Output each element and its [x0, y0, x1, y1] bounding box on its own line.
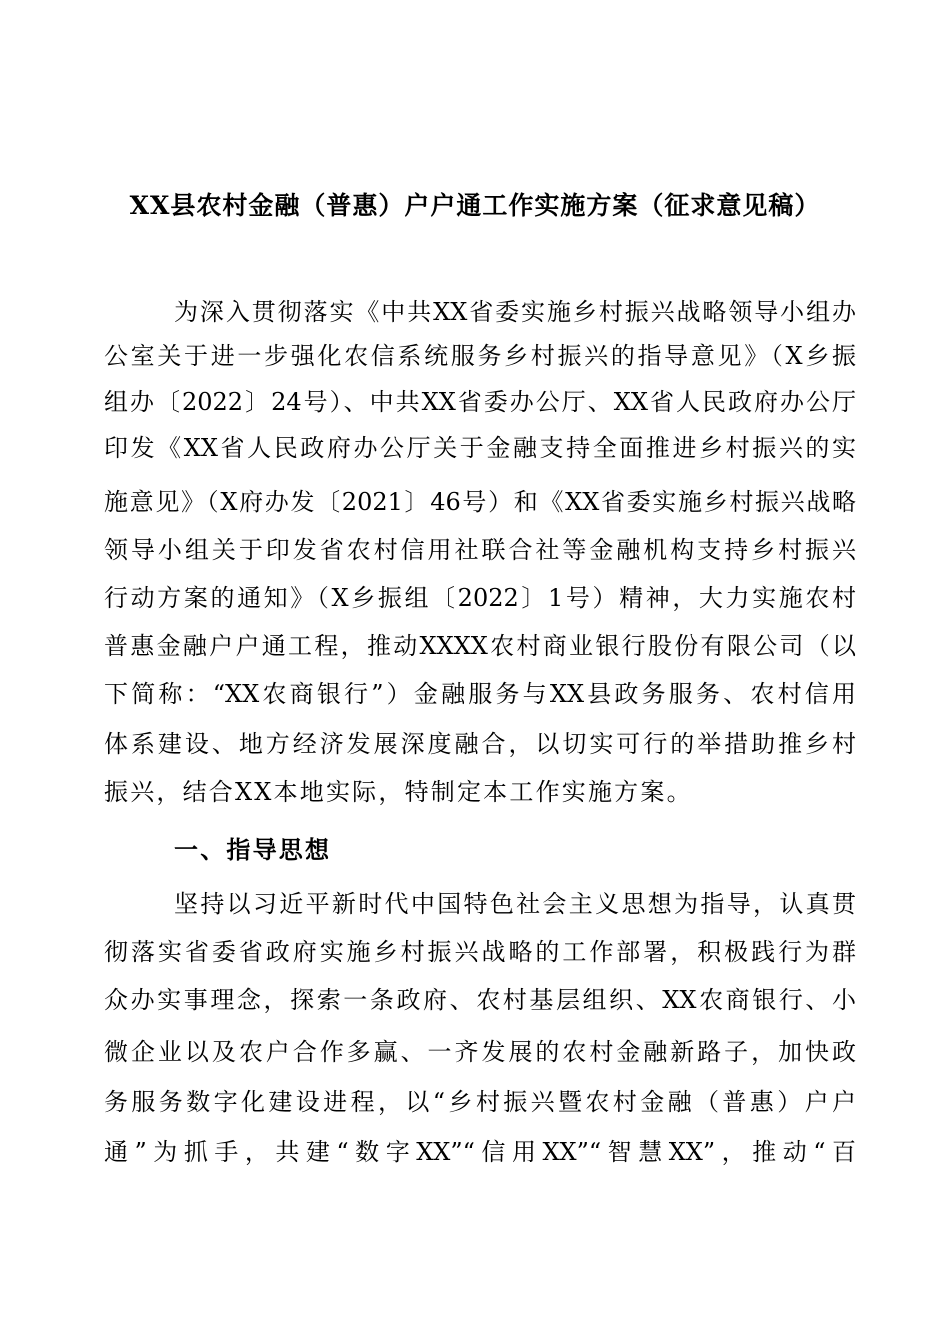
intro-line: 印发《XX省人民政府办公厅关于金融支持全面推进乡村振兴的实 — [104, 434, 856, 462]
document-title: XX县农村金融（普惠）户户通工作实施方案（征求意见稿） — [129, 191, 821, 220]
section-line: 微企业以及农户合作多赢、一齐发展的农村金融新路子，加快政 — [104, 1038, 856, 1066]
intro-line: 下简称：“XX农商银行”）金融服务与XX县政务服务、农村信用 — [104, 680, 856, 708]
section-line: 众办实事理念，探索一条政府、农村基层组织、XX农商银行、小 — [104, 986, 856, 1014]
intro-line: 体系建设、地方经济发展深度融合，以切实可行的举措助推乡村 — [104, 730, 856, 758]
section-line: 通”为抓手，共建“数字XX”“信用XX”“智慧XX”，推动“百 — [104, 1138, 856, 1166]
section-line: 坚持以习近平新时代中国特色社会主义思想为指导，认真贯 — [174, 890, 856, 918]
intro-line: 普惠金融户户通工程，推动XXXX农村商业银行股份有限公司（以 — [104, 632, 856, 660]
intro-line: 领导小组关于印发省农村信用社联合社等金融机构支持乡村振兴 — [104, 536, 856, 564]
section-line: 务服务数字化建设进程，以“乡村振兴暨农村金融（普惠）户户 — [104, 1088, 856, 1116]
intro-line: 施意见》（X府办发〔2021〕46号）和《XX省委实施乡村振兴战略 — [104, 488, 856, 516]
intro-line: 组办〔2022〕24号）、中共XX省委办公厅、XX省人民政府办公厅 — [104, 388, 856, 416]
section-line: 彻落实省委省政府实施乡村振兴战略的工作部署，积极践行为群 — [104, 938, 856, 966]
intro-line: 振兴，结合XX本地实际，特制定本工作实施方案。 — [104, 778, 693, 806]
intro-line: 行动方案的通知》（X乡振组〔2022〕1号）精神，大力实施农村 — [104, 584, 856, 612]
intro-line: 公室关于进一步强化农信系统服务乡村振兴的指导意见》（X乡振 — [104, 342, 856, 370]
intro-line: 为深入贯彻落实《中共XX省委实施乡村振兴战略领导小组办 — [174, 298, 856, 326]
section-heading: 一、指导思想 — [174, 835, 332, 864]
